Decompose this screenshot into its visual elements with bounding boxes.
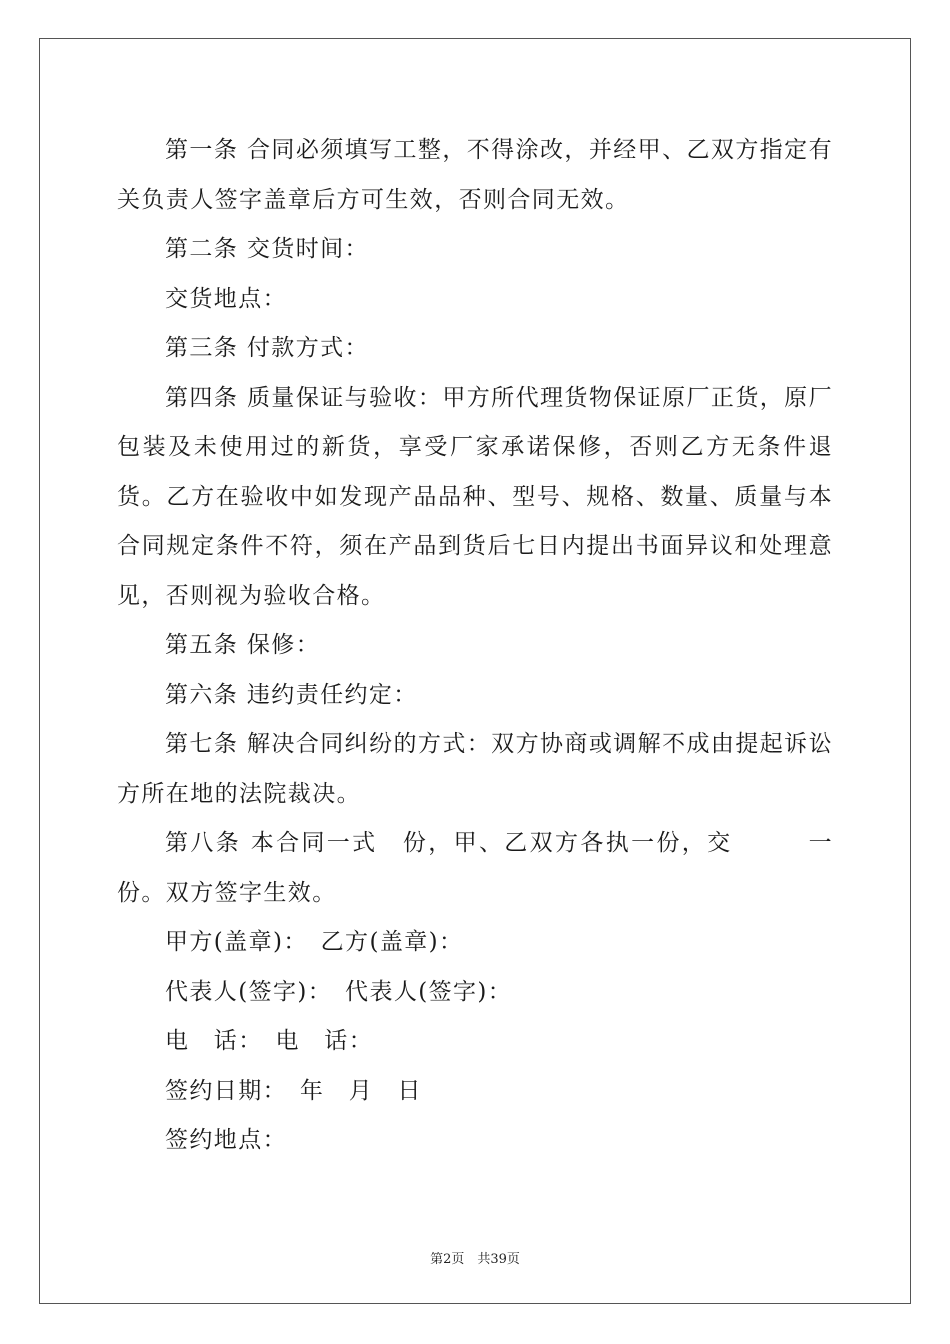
clause-2-delivery-time: 第二条 交货时间： [165,236,369,262]
delivery-location: 交货地点： [165,285,287,312]
clause-8-copies: 第八条 本合同一式 份，甲、乙双方各执一份，交 一份。双方签字生效。 [117,830,833,906]
signing-date-line: 签约日期： 年 月 日 [165,1077,422,1104]
clause-5-warranty: 第五条 保修： [165,632,321,658]
signature-phone-line: 电 话： 电 话： [165,1028,374,1054]
clause-3-payment: 第三条 付款方式： [165,335,369,361]
clause-6-liability: 第六条 违约责任约定： [165,681,418,708]
clause-1: 第一条 合同必须填写工整，不得涂改，并经甲、乙双方指定有关负责人签字盖章后方可生效，否则合同无效。 [117,137,833,213]
document-body [117,126,833,1166]
clause-4-quality: 第四条 质量保证与验收：甲方所代理货物保证原厂正货，原厂包装及未使用过的新货，享受厂家承诺保修，否则乙方无条件退货。乙方在验收中如发现产品品种、型号、规格、数量、质量与本合同规定条件不符，须在产品到货后七日内提出书面异议和处理意见，否则视为验收合格。 [117,384,833,609]
signature-representative-line: 代表人(签字)： 代表人(签字)： [165,978,513,1005]
signing-location-line: 签约地点： [165,1127,287,1153]
signature-seal-line: 甲方(盖章)： 乙方(盖章)： [165,929,464,955]
clause-7-dispute: 第七条 解决合同纠纷的方式：双方协商或调解不成由提起诉讼方所在地的法院裁决。 [117,731,833,807]
page-number: 第2页 共39页 [430,1252,520,1267]
page-footer [0,1248,950,1267]
